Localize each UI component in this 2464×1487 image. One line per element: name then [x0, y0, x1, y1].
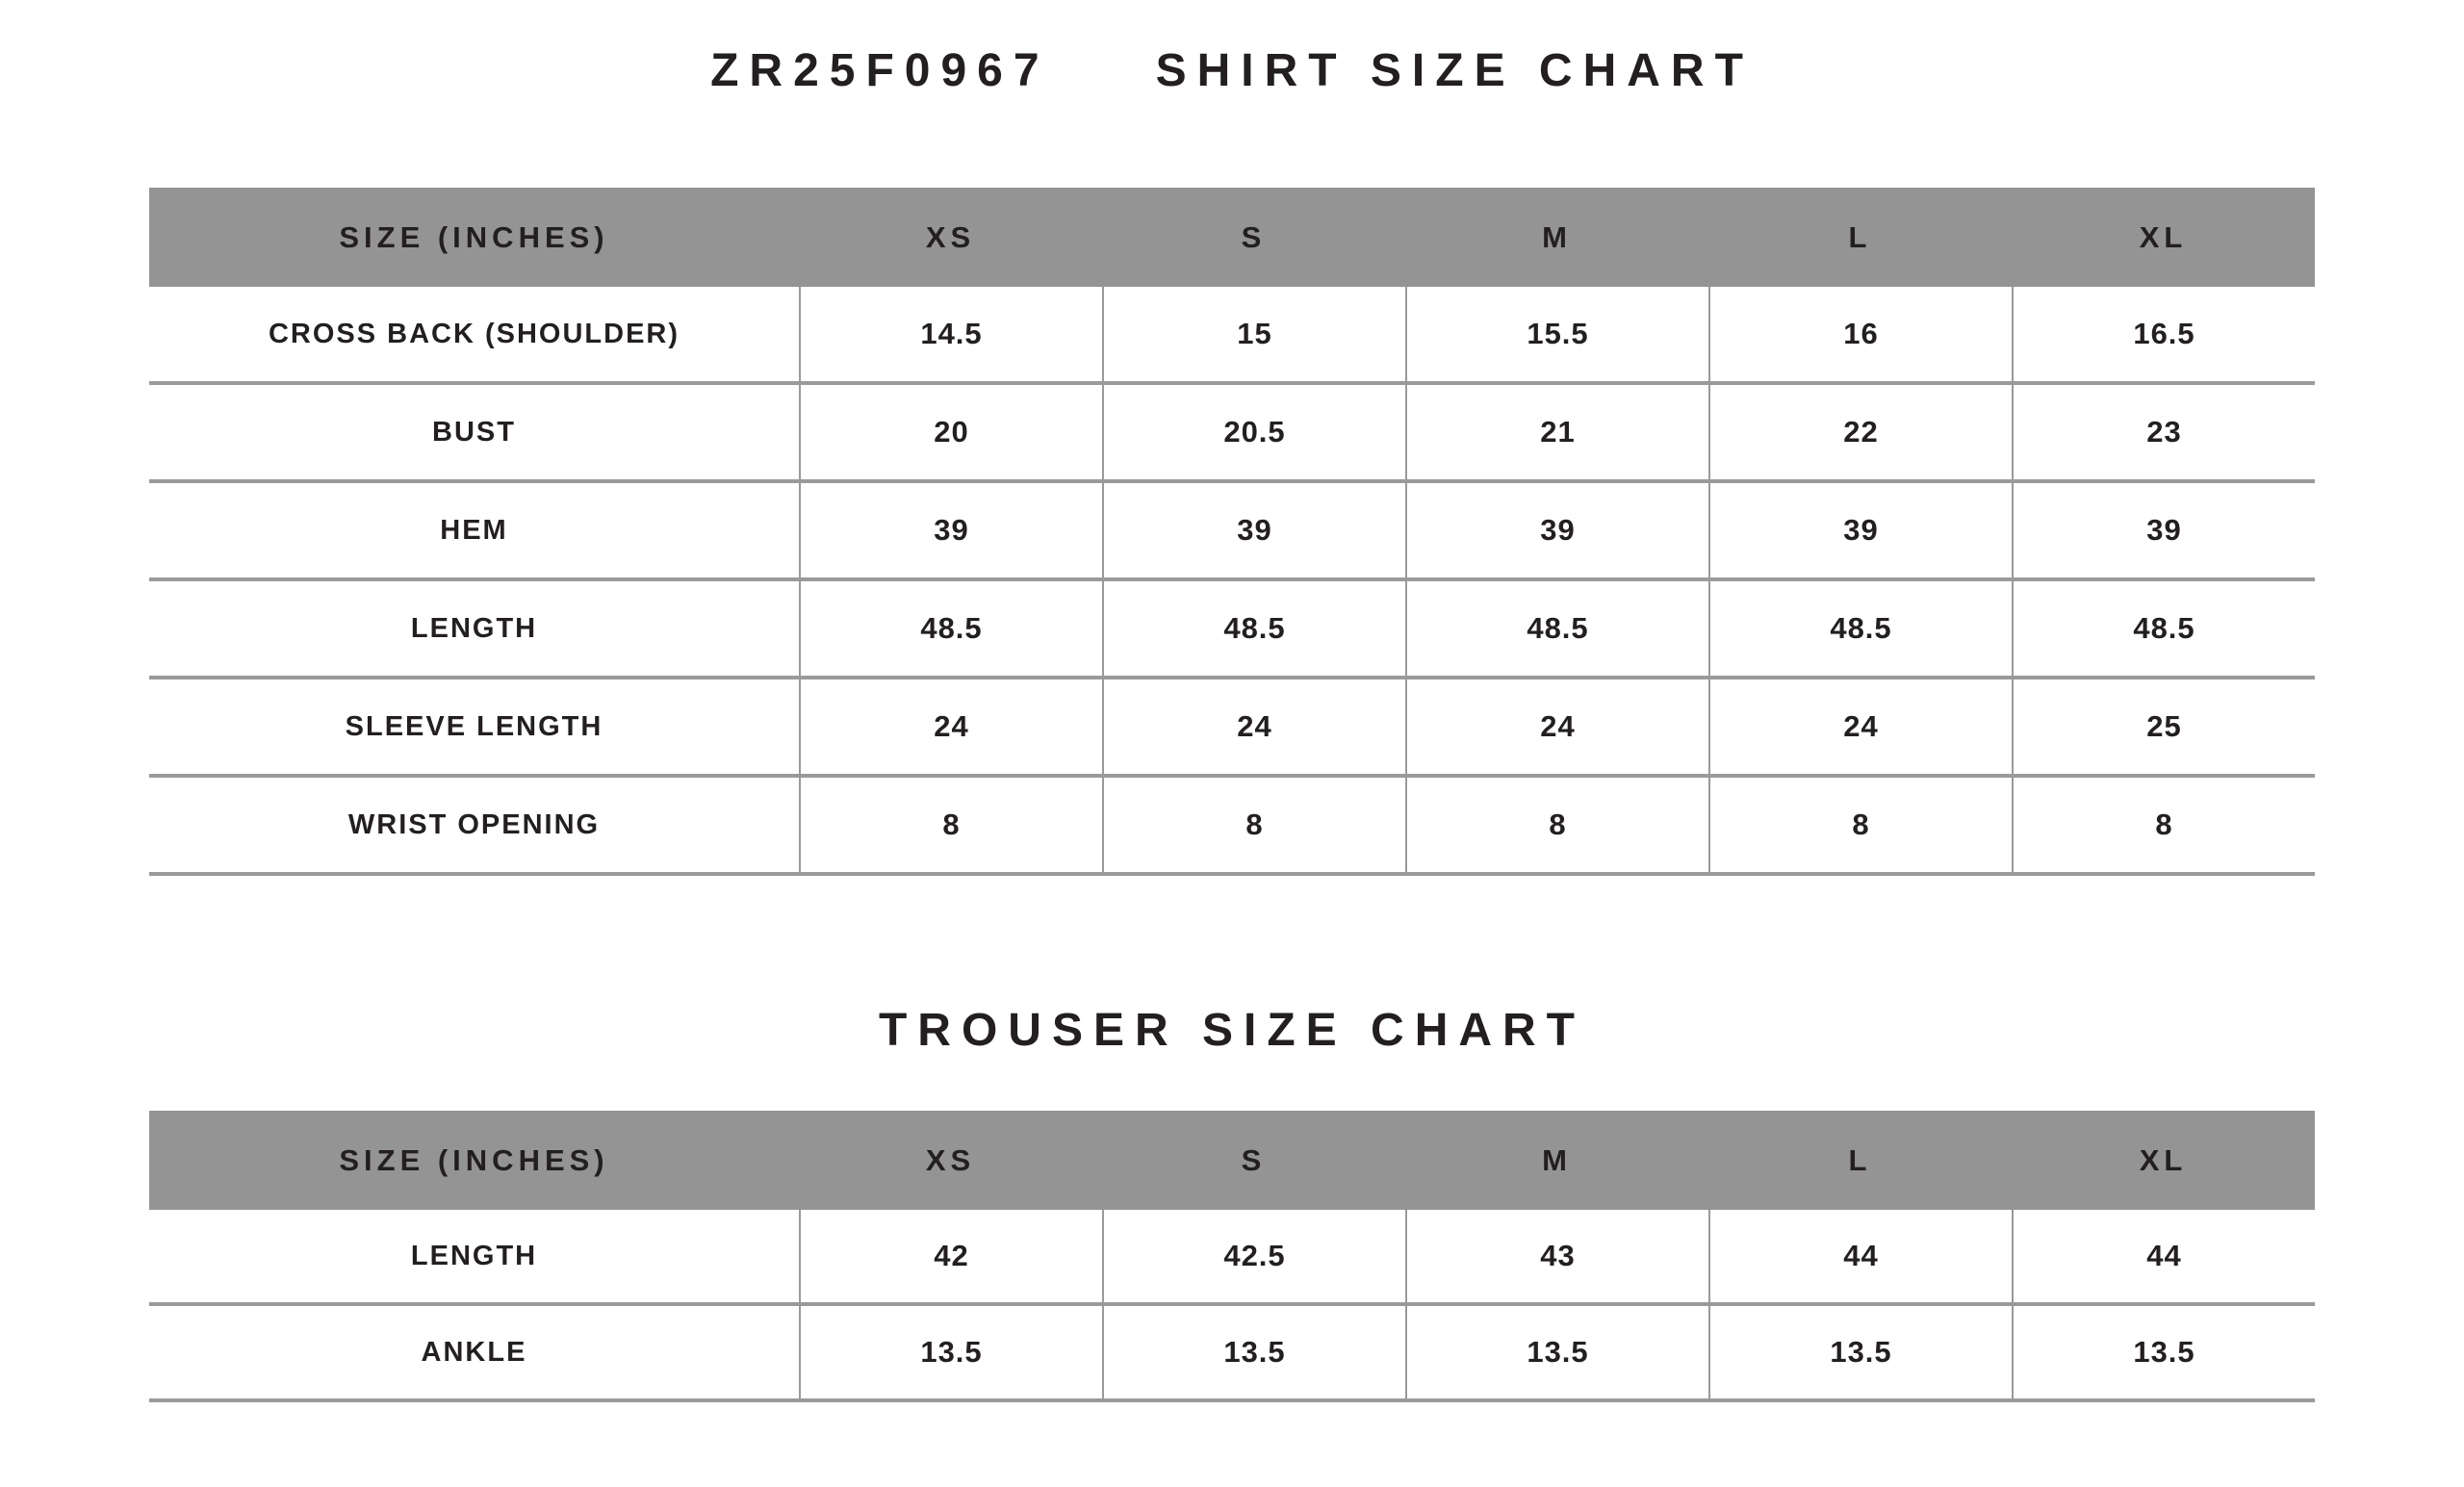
- trouser-size-table: [149, 1111, 2315, 1402]
- table-row-cross-back-shoulder: [149, 287, 2315, 385]
- header-cell-l: L: [1848, 219, 1872, 254]
- size-value-cell: 8: [1405, 778, 1708, 872]
- row-label: ANKLE: [421, 1336, 527, 1368]
- row-label: LENGTH: [410, 612, 538, 644]
- size-value-cell: 24: [799, 679, 1102, 774]
- header-cell-xl: XL: [2139, 219, 2188, 254]
- size-value-cell: 44: [1708, 1210, 2012, 1302]
- size-value-cell: 14.5: [799, 287, 1102, 381]
- header-cell-s: S: [1241, 1142, 1267, 1177]
- header-cell-m: M: [1542, 219, 1572, 254]
- style-code: ZR25F0967: [710, 45, 1050, 96]
- size-value-cell: 13.5: [1102, 1306, 1405, 1398]
- size-value-cell: 16: [1708, 287, 2012, 381]
- size-value-cell: 44: [2012, 1210, 2315, 1302]
- header-cell-size-inches: SIZE (INCHES): [339, 1142, 609, 1177]
- header-cell-l: L: [1848, 1142, 1872, 1177]
- size-value-cell: 39: [799, 483, 1102, 577]
- trouser-chart-title-text: TROUSER SIZE CHART: [878, 1005, 1585, 1056]
- size-value-cell: 48.5: [1102, 581, 1405, 676]
- size-value-cell: 13.5: [1405, 1306, 1708, 1398]
- trouser-chart-title: [0, 1006, 2464, 1056]
- size-table-header-row: [149, 1111, 2315, 1210]
- header-cell-xs: XS: [925, 1142, 976, 1177]
- size-value-cell: 21: [1405, 385, 1708, 479]
- size-value-cell: 39: [2012, 483, 2315, 577]
- size-value-cell: 20: [799, 385, 1102, 479]
- size-value-cell: 8: [1102, 778, 1405, 872]
- size-value-cell: 13.5: [799, 1306, 1102, 1398]
- size-value-cell: 22: [1708, 385, 2012, 479]
- size-value-cell: 25: [2012, 679, 2315, 774]
- header-cell-size-inches: SIZE (INCHES): [339, 219, 609, 254]
- size-value-cell: 43: [1405, 1210, 1708, 1302]
- size-value-cell: 39: [1102, 483, 1405, 577]
- table-row-hem: [149, 483, 2315, 581]
- size-value-cell: 24: [1102, 679, 1405, 774]
- size-value-cell: 42.5: [1102, 1210, 1405, 1302]
- size-value-cell: 48.5: [799, 581, 1102, 676]
- size-value-cell: 39: [1405, 483, 1708, 577]
- shirt-size-table: [149, 188, 2315, 876]
- size-value-cell: 23: [2012, 385, 2315, 479]
- header-cell-xl: XL: [2139, 1142, 2188, 1177]
- size-value-cell: 20.5: [1102, 385, 1405, 479]
- table-row-sleeve-length: [149, 679, 2315, 778]
- size-value-cell: 39: [1708, 483, 2012, 577]
- table-row-ankle: [149, 1306, 2315, 1402]
- size-value-cell: 48.5: [1405, 581, 1708, 676]
- size-value-cell: 8: [1708, 778, 2012, 872]
- table-row-length: [149, 1210, 2315, 1306]
- size-table-header-row: [149, 188, 2315, 287]
- size-value-cell: 24: [1405, 679, 1708, 774]
- table-row-bust: [149, 385, 2315, 483]
- row-label: HEM: [440, 514, 508, 546]
- size-value-cell: 13.5: [1708, 1306, 2012, 1398]
- header-cell-m: M: [1542, 1142, 1572, 1177]
- header-cell-s: S: [1241, 219, 1267, 254]
- shirt-chart-title: [0, 46, 2464, 96]
- size-value-cell: 15: [1102, 287, 1405, 381]
- size-value-cell: 42: [799, 1210, 1102, 1302]
- size-value-cell: 48.5: [2012, 581, 2315, 676]
- size-value-cell: 13.5: [2012, 1306, 2315, 1398]
- table-row-length: [149, 581, 2315, 679]
- row-label: WRIST OPENING: [347, 808, 601, 840]
- size-value-cell: 16.5: [2012, 287, 2315, 381]
- shirt-chart-title-text: SHIRT SIZE CHART: [1155, 45, 1754, 96]
- size-value-cell: 24: [1708, 679, 2012, 774]
- size-value-cell: 15.5: [1405, 287, 1708, 381]
- row-label: BUST: [432, 416, 516, 448]
- size-value-cell: 8: [799, 778, 1102, 872]
- row-label: SLEEVE LENGTH: [345, 710, 603, 742]
- row-label: CROSS BACK (SHOULDER): [268, 318, 680, 349]
- table-row-wrist-opening: [149, 778, 2315, 876]
- header-cell-xs: XS: [925, 219, 976, 254]
- size-value-cell: 8: [2012, 778, 2315, 872]
- row-label: LENGTH: [410, 1240, 538, 1271]
- size-value-cell: 48.5: [1708, 581, 2012, 676]
